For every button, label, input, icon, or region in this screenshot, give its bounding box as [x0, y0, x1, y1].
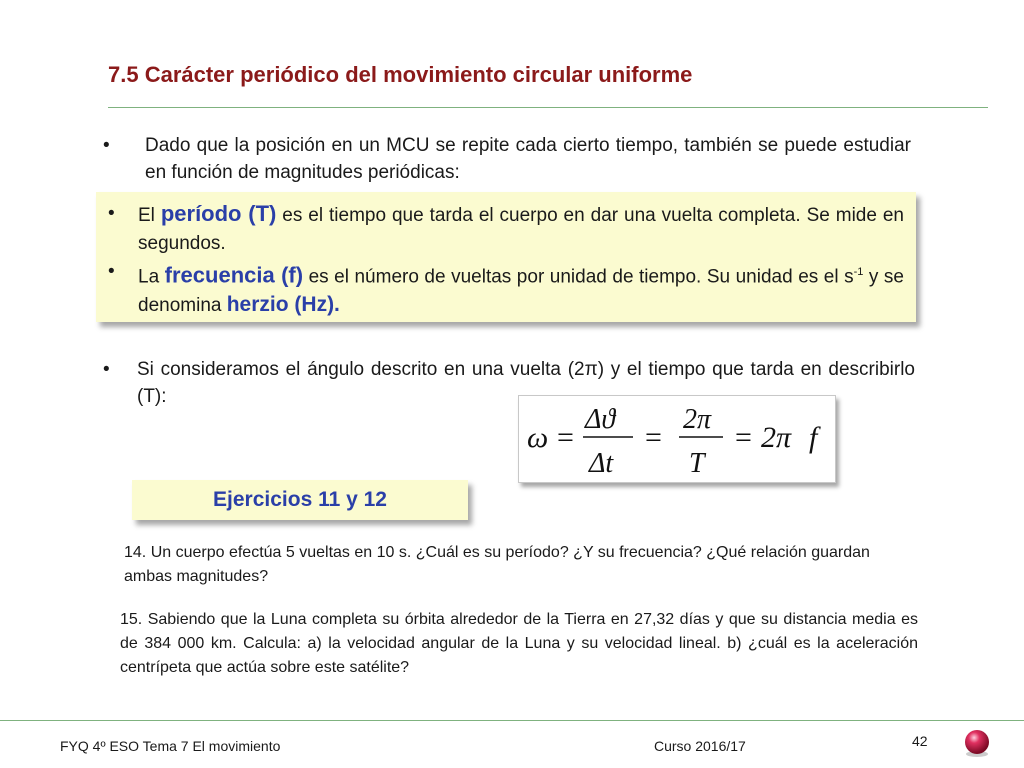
bullet: •: [103, 359, 110, 380]
equals-sign: =: [557, 421, 574, 454]
angle-text: Si consideramos el ángulo descrito en una vuelta (2π) y el tiempo que tarda en describirlo (T):: [137, 359, 915, 407]
two-pi-numerator: 2π: [683, 404, 712, 435]
period-text: [138, 200, 904, 258]
slide-title: 7.5 Carácter periódico del movimiento circular uniforme: [108, 62, 693, 87]
period-term: período (T): [160, 201, 277, 226]
exercise-14: 14. Un cuerpo efectúa 5 vueltas en 10 s. ¿Cuál es su período? ¿Y su frecuencia? ¿Qué relación guardan ambas magnitudes?: [124, 544, 870, 585]
frequency-definition: [108, 258, 904, 320]
footer-divider: [0, 720, 1024, 721]
exercises-label: Ejercicios 11 y 12: [132, 480, 468, 520]
definitions-box: [96, 192, 916, 322]
frequency-symbol: f: [809, 421, 818, 454]
frequency-term: frecuencia (f): [164, 262, 304, 288]
footer-course-info: FYQ 4º ESO Tema 7 El movimiento: [60, 738, 281, 754]
red-sphere-icon: [962, 728, 992, 758]
equals-sign: =: [645, 421, 662, 454]
bullet: •: [108, 261, 115, 282]
equals-sign: =: [735, 421, 752, 454]
page-number: 42: [912, 733, 928, 749]
intro-text: Dado que la posición en un MCU se repite cada cierto tiempo, también se puede estudiar en función de magnitudes periódicas:: [145, 135, 911, 183]
period-symbol: T: [689, 448, 705, 479]
intro-paragraph: [103, 132, 911, 186]
period-pre: El: [138, 205, 161, 226]
title-divider: [108, 107, 988, 108]
formula-box: [518, 395, 836, 483]
frequency-post-b: y se denomina: [138, 266, 905, 317]
frequency-pre: La: [138, 266, 165, 288]
delta-theta: Δϑ: [585, 404, 616, 435]
footer-course-year: Curso 2016/17: [654, 738, 746, 754]
two-pi-factor: 2π: [761, 421, 792, 454]
frequency-exponent: -1: [853, 266, 864, 278]
period-post: es el tiempo que tarda el cuerpo en dar una vuelta completa. Se mide en segundos.: [138, 205, 904, 254]
bullet: •: [108, 203, 115, 224]
period-definition: [108, 200, 904, 258]
angular-velocity-formula: [519, 396, 835, 482]
exercise-15: 15. Sabiendo que la Luna completa su órbita alrededor de la Tierra en 27,32 días y que su distancia media es de 384 000 km. Calcula: a) la velocidad angular de la Luna y su velocidad lineal. b) ¿cuál es la aceleración centrípeta que actúa sobre este satélite?: [120, 611, 918, 676]
frequency-post-a: es el número de vueltas por unidad de tiempo. Su unidad es el s: [303, 266, 854, 288]
bullet: •: [103, 135, 110, 156]
frequency-text: [138, 258, 904, 320]
omega-symbol: ω: [527, 421, 549, 454]
delta-t: Δt: [589, 448, 614, 479]
frequency-unit: herzio (Hz).: [226, 293, 340, 317]
